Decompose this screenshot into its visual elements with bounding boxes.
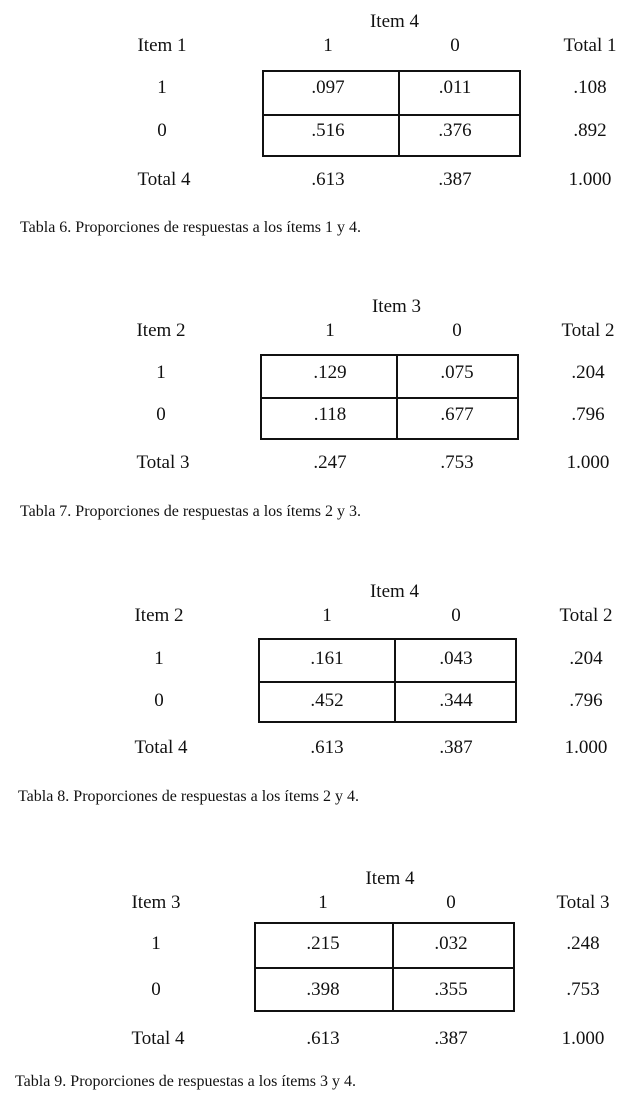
- row-total-header: Total 2: [561, 320, 615, 341]
- table-caption: Tabla 6. Proporciones de respuestas a los ítems 1 y 4.: [20, 219, 362, 236]
- grid-horizontal-divider: [256, 967, 513, 969]
- grand-total-value: 1.000: [566, 452, 610, 473]
- row-total-value: .892: [573, 120, 607, 141]
- table-caption: Tabla 7. Proporciones de respuestas a los ítems 2 y 3.: [20, 503, 362, 520]
- column-total-value: .387: [438, 169, 472, 190]
- row-variable-label: Item 2: [134, 605, 184, 626]
- column-total-value: .387: [434, 1028, 468, 1049]
- column-level-label: 0: [452, 320, 462, 341]
- column-level-label: 1: [318, 892, 328, 913]
- table-cell: .398: [306, 979, 340, 1000]
- table-cell: .129: [313, 362, 347, 383]
- cell-grid-box: [262, 70, 521, 157]
- table-cell: .075: [440, 362, 474, 383]
- row-total-value: .753: [566, 979, 600, 1000]
- column-variable-label: Item 4: [369, 581, 420, 602]
- row-level-label: 0: [156, 404, 166, 425]
- row-total-header: Total 1: [563, 35, 617, 56]
- table-cell: .677: [440, 404, 474, 425]
- row-total-value: .204: [571, 362, 605, 383]
- grid-horizontal-divider: [264, 114, 519, 116]
- column-total-value: .613: [306, 1028, 340, 1049]
- grid-horizontal-divider: [260, 681, 515, 683]
- column-total-value: .247: [313, 452, 347, 473]
- row-total-value: .796: [569, 690, 603, 711]
- column-variable-label: Item 4: [365, 868, 415, 889]
- row-variable-label: Item 2: [136, 320, 186, 341]
- row-total-value: .108: [573, 77, 607, 98]
- table-cell: .011: [438, 77, 472, 98]
- row-total-header: Total 3: [556, 892, 610, 913]
- table-cell: .452: [310, 690, 344, 711]
- column-total-value: .753: [440, 452, 474, 473]
- row-level-label: 0: [151, 979, 161, 1000]
- column-level-label: 1: [325, 320, 335, 341]
- table-caption: Tabla 9. Proporciones de respuestas a los ítems 3 y 4.: [15, 1073, 357, 1090]
- row-level-label: 1: [157, 77, 167, 98]
- grand-total-value: 1.000: [564, 737, 608, 758]
- table-cell: .344: [439, 690, 473, 711]
- column-total-label: Total 3: [136, 452, 190, 473]
- row-variable-label: Item 1: [137, 35, 187, 56]
- column-level-label: 1: [322, 605, 332, 626]
- row-total-value: .248: [566, 933, 600, 954]
- column-total-value: .613: [311, 169, 345, 190]
- table-cell: .118: [313, 404, 347, 425]
- table-cell: .043: [439, 648, 473, 669]
- column-total-value: .387: [439, 737, 473, 758]
- column-total-label: Total 4: [131, 1028, 185, 1049]
- row-level-label: 0: [157, 120, 167, 141]
- cell-grid-box: [254, 922, 515, 1012]
- table-cell: .215: [306, 933, 340, 954]
- row-level-label: 1: [151, 933, 161, 954]
- grand-total-value: 1.000: [561, 1028, 605, 1049]
- grid-horizontal-divider: [262, 397, 517, 399]
- row-level-label: 0: [154, 690, 164, 711]
- table-cell: .032: [434, 933, 468, 954]
- table-cell: .097: [311, 77, 345, 98]
- table-cell: .516: [311, 120, 345, 141]
- row-total-value: .204: [569, 648, 603, 669]
- column-total-label: Total 4: [134, 737, 188, 758]
- column-level-label: 0: [450, 35, 460, 56]
- column-variable-label: Item 4: [369, 11, 420, 32]
- column-level-label: 0: [446, 892, 456, 913]
- row-total-value: .796: [571, 404, 605, 425]
- table-cell: .376: [438, 120, 472, 141]
- table-cell: .355: [434, 979, 468, 1000]
- column-level-label: 1: [323, 35, 333, 56]
- row-level-label: 1: [154, 648, 164, 669]
- column-total-label: Total 4: [137, 169, 191, 190]
- table-cell: .161: [310, 648, 344, 669]
- cell-grid-box: [260, 354, 519, 440]
- column-variable-label: Item 3: [371, 296, 422, 317]
- column-total-value: .613: [310, 737, 344, 758]
- row-level-label: 1: [156, 362, 166, 383]
- column-level-label: 0: [451, 605, 461, 626]
- row-variable-label: Item 3: [131, 892, 181, 913]
- grand-total-value: 1.000: [568, 169, 612, 190]
- table-caption: Tabla 8. Proporciones de respuestas a los ítems 2 y 4.: [18, 788, 360, 805]
- row-total-header: Total 2: [559, 605, 613, 626]
- cell-grid-box: [258, 638, 517, 723]
